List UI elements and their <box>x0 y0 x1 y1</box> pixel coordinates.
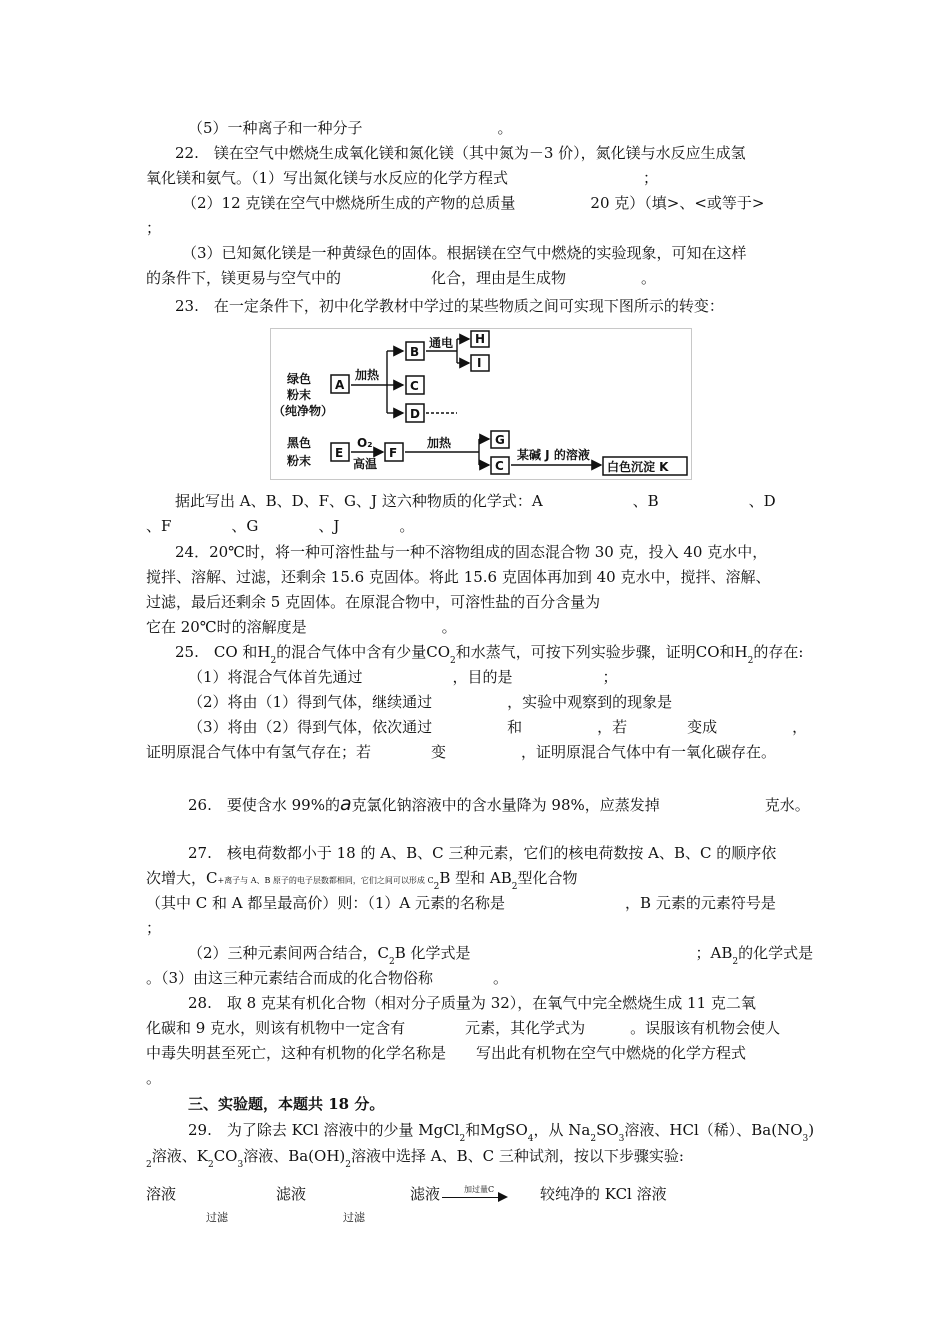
q29-text-g: 溶液、K <box>151 1147 208 1165</box>
box-B-label: B <box>410 345 420 359</box>
q22-line5: （3）已知氮化镁是一种黄绿色的固体。根据镁在空气中燃烧的实验现象，可知在这样 <box>182 244 747 262</box>
section-heading-experiment: 三、实验题，本题共 18 分。 <box>188 1095 385 1113</box>
q29-sub-6: 2 <box>146 1160 152 1170</box>
q26-line <box>188 794 810 815</box>
box-C1-label: C <box>410 379 419 393</box>
q29-text-d: SO <box>596 1121 619 1139</box>
q25-step3: （3）将由（2）得到气体，依次通过 和 ，若 变成 ， <box>188 718 808 736</box>
q25-step2: （2）将由（1）得到气体，继续通过 ，实验中观察到的现象是 <box>188 693 673 711</box>
q27-sub-1: 2 <box>433 882 440 892</box>
q27-line2 <box>146 868 578 891</box>
q29-line1 <box>188 1120 814 1143</box>
label-elec: 通电 <box>429 336 454 350</box>
q24-line2: 搅拌、溶解、过滤，还剩余 15.6 克固体。将此 15.6 克固体再加到 40 克水中，搅拌、溶解、 <box>146 568 771 586</box>
q27-text-e: （2）三种元素间两合结合，C <box>188 944 390 962</box>
q25-step3-cont: 证明原混合气体中有氢气存在；若 变 ，证明原混合气体中有一氧化碳存在。 <box>146 743 777 761</box>
q25-sub-3: 2 <box>747 656 754 666</box>
flow-arrow-c-head <box>498 1192 508 1202</box>
label-green-2: 粉末 <box>287 388 312 402</box>
box-D-label: D <box>410 407 420 421</box>
q27-text-b: +离子与 A、B 原子的电子层数都相同，它们之间可以形成 C <box>217 876 434 885</box>
q22-line3: （2）12 克镁在空气中燃烧所生成的产物的总质量 20 克）（填>、<或等于> <box>182 194 765 212</box>
q22-line4: ； <box>146 219 162 237</box>
q27-line5 <box>188 943 813 966</box>
q23-answer-line1: 据此写出 A、B、D、F、G、J 这六种物质的化学式：A 、B 、D <box>175 492 776 510</box>
q22-line6: 的条件下，镁更易与空气中的 化合，理由是生成物 。 <box>146 269 657 287</box>
q25-sub-2: 2 <box>450 656 456 666</box>
q27-line4: ； <box>146 919 162 937</box>
q27-line6: 。（3）由这三种元素结合而成的化合物俗称 。 <box>146 969 509 987</box>
label-green-1: 绿色 <box>287 372 312 386</box>
q29-sub-9: 2 <box>345 1160 351 1170</box>
q29-text-a: 29. 为了除去 KCl 溶液中的少量 MgCl <box>188 1121 460 1139</box>
q24-line1: 24．20℃时，将一种可溶性盐与一种不溶物组成的固态混合物 30 克，投入 40 克水中， <box>175 543 768 561</box>
box-F-label: F <box>389 446 398 460</box>
label-heat1: 加热 <box>355 368 380 382</box>
q28-line3: 中毒失明甚至死亡，这种有机物的化学名称是 写出此有机物在空气中燃烧的化学方程式 <box>146 1044 747 1062</box>
label-green-3: （纯净物） <box>273 404 334 418</box>
box-C2-label: C <box>495 459 504 473</box>
q27-text-f: B 化学式是 ；AB <box>394 944 733 962</box>
q29-text-i: 溶液、Ba(OH) <box>243 1147 346 1165</box>
q25-text-a: 25. CO 和H <box>175 643 271 661</box>
flow-step-kcl: 较纯净的 KCl 溶液 <box>540 1185 667 1203</box>
q23-answer-line2: 、F 、G 、J 。 <box>146 517 415 535</box>
label-base: 某碱 J 的溶液 <box>517 448 590 462</box>
q29-text-b: 和MgSO <box>465 1121 528 1139</box>
q22-line1: 22. 镁在空气中燃烧生成氧化镁和氮化镁（其中氮为－3 价），氮化镁与水反应生成氢 <box>175 144 746 162</box>
q29-text-c: ，从 Na <box>533 1121 591 1139</box>
q29-text-f: ) <box>808 1121 815 1139</box>
q26-text-a: 26. 要使含水 99%的 <box>188 796 340 814</box>
q26-var-a: a <box>339 793 352 815</box>
q29-sub-2: 4 <box>527 1134 534 1144</box>
q25-step1: （1）将混合气体首先通过 ，目的是 ； <box>188 668 618 686</box>
q27-text-g: 的化学式是 <box>738 944 814 962</box>
q21-part5: （5）一种离子和一种分子 。 <box>188 119 513 137</box>
box-A-label: A <box>335 378 345 392</box>
q26-text-c: 克氯化钠溶液中的含水量降为 98%，应蒸发掉 克水。 <box>351 796 810 814</box>
q25-line1 <box>175 642 803 665</box>
conversion-diagram <box>270 328 692 480</box>
label-heat2: 加热 <box>427 436 452 450</box>
q29-text-e: 溶液、HCl（稀）、Ba(NO <box>624 1121 803 1139</box>
flow-arrow-c-line <box>442 1197 500 1198</box>
q27-text-c: B 型和 AB <box>439 869 512 887</box>
q25-text-b: 的混合气体中含有少量CO <box>276 643 450 661</box>
q29-sub-1: 2 <box>459 1134 466 1144</box>
q29-sub-5: 3 <box>802 1134 809 1144</box>
q27-sub-2: 2 <box>511 882 518 892</box>
flow-arrow-c <box>442 1182 512 1202</box>
q27-text-a: 次增大，C <box>146 869 218 887</box>
q27-line1: 27. 核电荷数都小于 18 的 A、B、C 三种元素，它们的核电荷数按 A、B、C 的顺序依 <box>188 844 777 862</box>
flow-step-filtrate-1: 滤液 <box>276 1185 307 1203</box>
label-hightemp: 高温 <box>353 457 378 471</box>
q24-line3: 过滤，最后还剩余 5 克固体。在原混合物中，可溶性盐的百分含量为 <box>146 593 601 611</box>
q29-sub-4: 3 <box>618 1134 625 1144</box>
q23-line1: 23. 在一定条件下，初中化学教材中学过的某些物质之间可实现下图所示的转变： <box>175 297 724 315</box>
q29-sub-8: 3 <box>237 1160 244 1170</box>
q28-line1: 28. 取 8 克某有机化合物（相对分子质量为 32），在氧气中完全燃烧生成 11 克二氧 <box>188 994 756 1012</box>
q25-text-d: 的存在: <box>753 643 804 661</box>
q29-sub-3: 2 <box>590 1134 597 1144</box>
q25-text-c: 和水蒸气，可按下列实验步骤，证明CO和H <box>455 643 748 661</box>
q29-sub-7: 2 <box>207 1160 214 1170</box>
q28-line2: 化碳和 9 克水，则该有机物中一定含有 元素，其化学式为 。误服该有机物会使人 <box>146 1019 781 1037</box>
label-o2: O₂ <box>357 436 373 450</box>
q29-text-j: 溶液中选择 A、B、C 三种试剂，按以下步骤实验: <box>351 1147 684 1165</box>
q27-line3: （其中 C 和 A 都呈最高价）则：（1）A 元素的名称是 ，B 元素的元素符号是 <box>146 894 776 912</box>
box-G-label: G <box>495 433 505 447</box>
flow-step-solution: 溶液 <box>146 1185 177 1203</box>
q29-line2 <box>146 1146 684 1169</box>
q22-line2: 氧化镁和氨气。（1）写出氮化镁与水反应的化学方程式 ； <box>146 169 659 187</box>
box-H-label: H <box>475 332 486 346</box>
q29-text-h: CO <box>213 1147 238 1165</box>
q25-sub-1: 2 <box>270 656 277 666</box>
q28-line4: 。 <box>146 1069 162 1087</box>
flow-step-filtrate-2: 滤液 <box>410 1185 441 1203</box>
box-E-label: E <box>335 446 344 460</box>
box-K-label: 白色沉淀 K <box>607 460 669 474</box>
box-I-label: I <box>477 356 482 370</box>
label-black-2: 粉末 <box>287 454 312 468</box>
q24-line4: 它在 20℃时的溶解度是 。 <box>146 618 457 636</box>
q27-sub-4: 2 <box>732 957 739 967</box>
flow-arrow-c-label: 加过量C <box>464 1185 495 1194</box>
q27-text-d: 型化合物 <box>517 869 578 887</box>
flow-label-filter-1: 过滤 <box>206 1211 228 1224</box>
label-black-1: 黑色 <box>287 436 312 450</box>
q27-sub-3: 2 <box>389 957 395 967</box>
flow-label-filter-2: 过滤 <box>343 1211 365 1224</box>
